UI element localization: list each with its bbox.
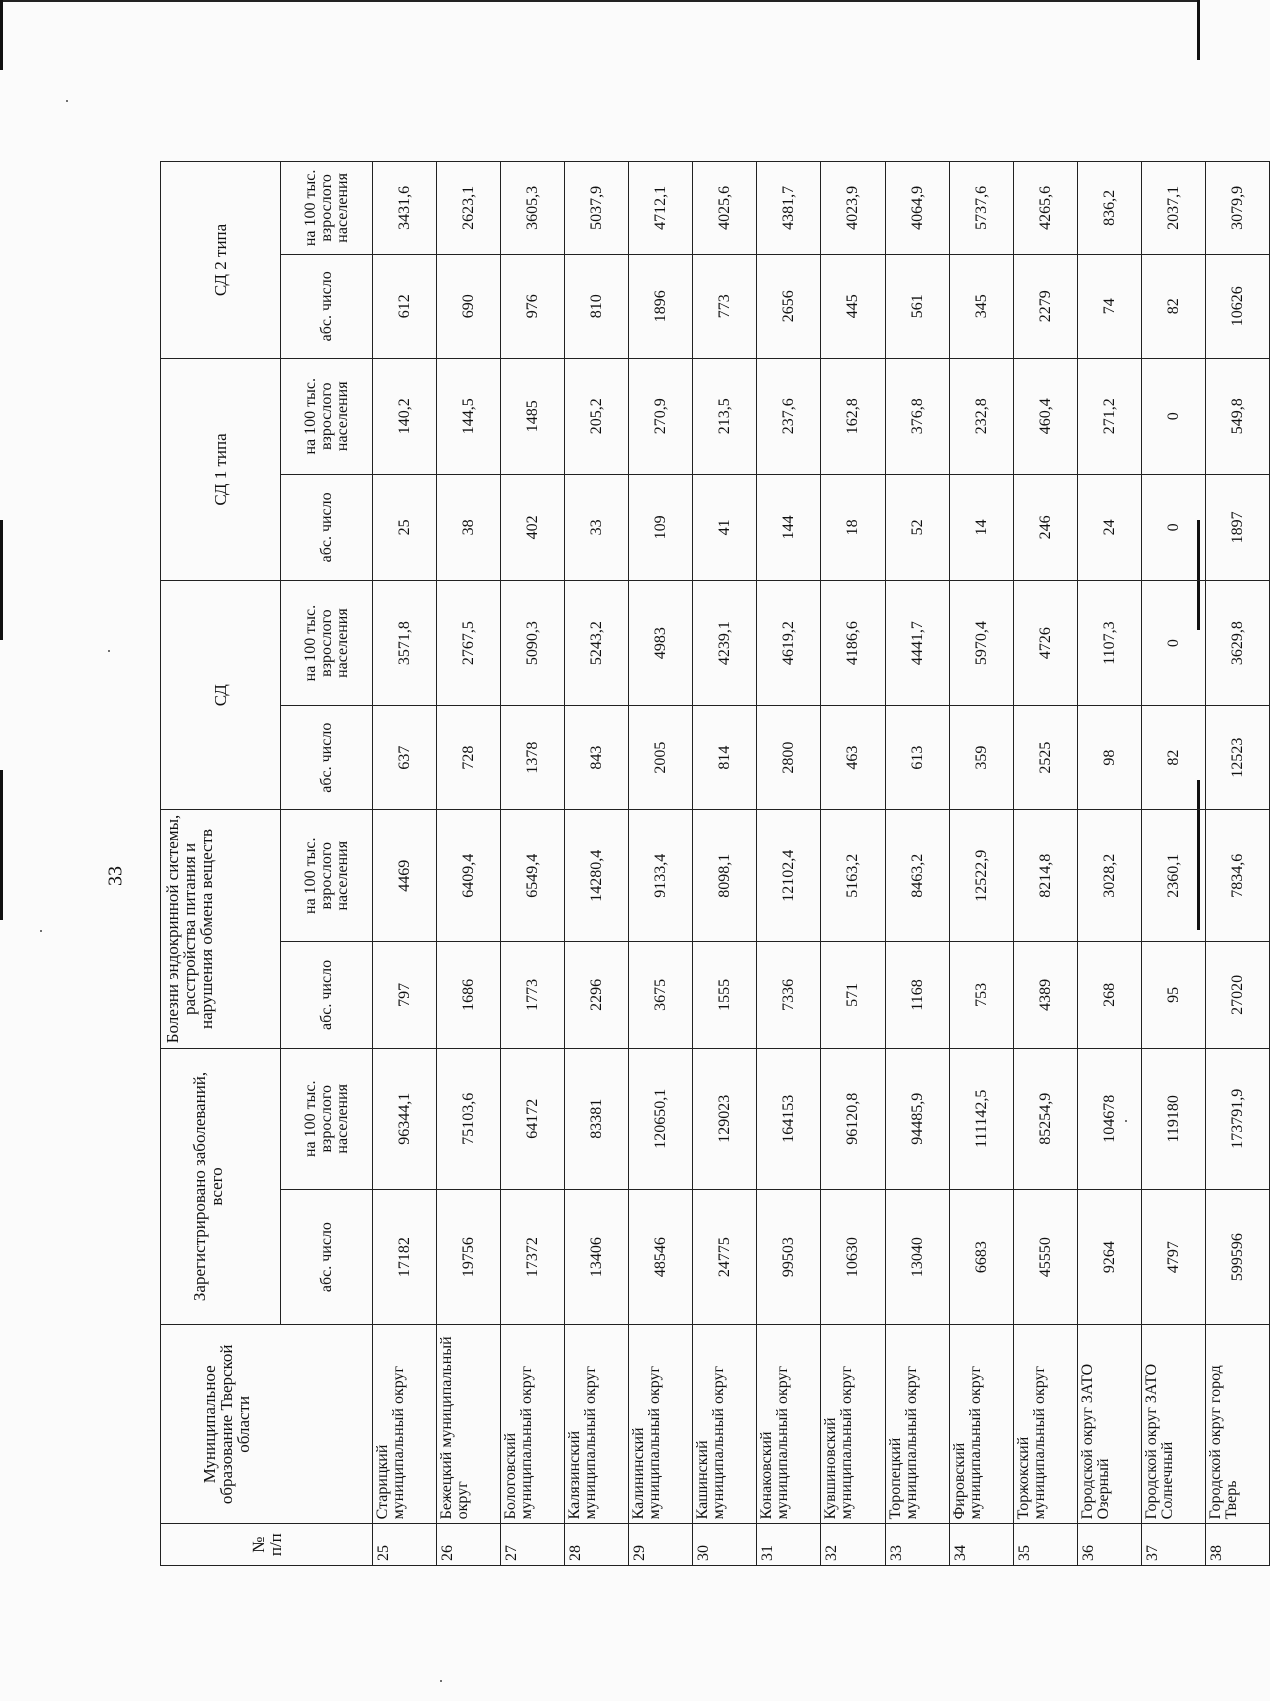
cell-endocrine-per100k: 14280,4 — [565, 810, 629, 942]
cell-total-abs: 599596 — [1205, 1189, 1269, 1324]
row-municipality-name: Бологовский муниципальный округ — [501, 1325, 565, 1524]
subheader-abs-total: абс. число — [281, 1189, 373, 1324]
cell-type2-abs: 1896 — [629, 254, 693, 358]
row-number: 32 — [821, 1524, 885, 1566]
cell-diabetes-abs: 613 — [885, 706, 949, 810]
cell-type1-per100k: 237,6 — [757, 358, 821, 474]
scan-left-edge — [0, 770, 3, 920]
subheader-per100k-endocrine: на 100 тыс. взрослого населения — [281, 810, 373, 942]
cell-total-per100k: 104678 — [1077, 1048, 1141, 1189]
cell-type1-per100k: 213,5 — [693, 358, 757, 474]
cell-type2-abs: 810 — [565, 254, 629, 358]
cell-endocrine-abs: 1168 — [885, 942, 949, 1048]
table-row — [1205, 162, 1269, 1566]
cell-type1-per100k: 376,8 — [885, 358, 949, 474]
row-municipality-name: Кувшиновский муниципальный округ — [821, 1325, 885, 1524]
row-number: 38 — [1205, 1524, 1269, 1566]
group-header-diabetes-type2: СД 2 типа — [161, 162, 281, 359]
cell-type1-per100k: 162,8 — [821, 358, 885, 474]
cell-type2-abs: 74 — [1077, 254, 1141, 358]
cell-total-abs: 13406 — [565, 1189, 629, 1324]
cell-diabetes-abs: 1378 — [501, 706, 565, 810]
cell-endocrine-abs: 753 — [949, 942, 1013, 1048]
subheader-abs-type1: абс. число — [281, 474, 373, 580]
cell-diabetes-per100k: 4619,2 — [757, 581, 821, 706]
group-header-diabetes-type1: СД 1 типа — [161, 358, 281, 580]
cell-diabetes-per100k: 5243,2 — [565, 581, 629, 706]
table-row — [821, 162, 885, 1566]
cell-diabetes-abs: 814 — [693, 706, 757, 810]
cell-type1-abs: 0 — [1141, 474, 1205, 580]
row-number: 30 — [693, 1524, 757, 1566]
row-number: 33 — [885, 1524, 949, 1566]
cell-type1-abs: 402 — [501, 474, 565, 580]
cell-type1-per100k: 144,5 — [437, 358, 501, 474]
cell-endocrine-abs: 1555 — [693, 942, 757, 1048]
cell-type2-abs: 690 — [437, 254, 501, 358]
cell-type2-per100k: 3079,9 — [1205, 162, 1269, 255]
cell-diabetes-abs: 637 — [373, 706, 437, 810]
row-municipality-name: Торжокский муниципальный округ — [1013, 1325, 1077, 1524]
subheader-abs-endocrine: абс. число — [281, 942, 373, 1048]
cell-endocrine-per100k: 8463,2 — [885, 810, 949, 942]
cell-diabetes-abs: 98 — [1077, 706, 1141, 810]
cell-total-per100k: 173791,9 — [1205, 1048, 1269, 1189]
cell-type2-abs: 773 — [693, 254, 757, 358]
cell-endocrine-abs: 27020 — [1205, 942, 1269, 1048]
cell-endocrine-per100k: 2360,1 — [1141, 810, 1205, 942]
cell-total-per100k: 83381 — [565, 1048, 629, 1189]
table-row — [501, 162, 565, 1566]
row-number: 34 — [949, 1524, 1013, 1566]
scan-right-edge — [1197, 0, 1200, 60]
cell-diabetes-abs: 728 — [437, 706, 501, 810]
cell-total-abs: 6683 — [949, 1189, 1013, 1324]
cell-diabetes-per100k: 4186,6 — [821, 581, 885, 706]
cell-type2-per100k: 836,2 — [1077, 162, 1141, 255]
group-header-total-diseases: Зарегистрировано заболеваний, всего — [161, 1048, 281, 1325]
cell-type1-per100k: 460,4 — [1013, 358, 1077, 474]
cell-type2-abs: 10626 — [1205, 254, 1269, 358]
cell-type1-abs: 24 — [1077, 474, 1141, 580]
cell-endocrine-per100k: 7834,6 — [1205, 810, 1269, 942]
column-header-municipality: Муниципальное образование Тверской области — [161, 1325, 373, 1524]
row-number: 37 — [1141, 1524, 1205, 1566]
cell-type1-per100k: 1485 — [501, 358, 565, 474]
cell-type1-per100k: 549,8 — [1205, 358, 1269, 474]
cell-total-abs: 24775 — [693, 1189, 757, 1324]
cell-total-per100k: 64172 — [501, 1048, 565, 1189]
cell-endocrine-per100k: 5163,2 — [821, 810, 885, 942]
cell-endocrine-per100k: 4469 — [373, 810, 437, 942]
cell-endocrine-abs: 3675 — [629, 942, 693, 1048]
cell-diabetes-per100k: 4441,7 — [885, 581, 949, 706]
row-number: 27 — [501, 1524, 565, 1566]
row-municipality-name: Городской округ ЗАТО Озерный — [1077, 1325, 1141, 1524]
subheader-abs-diabetes: абс. число — [281, 706, 373, 810]
cell-endocrine-abs: 797 — [373, 942, 437, 1048]
cell-type1-abs: 38 — [437, 474, 501, 580]
cell-total-abs: 13040 — [885, 1189, 949, 1324]
cell-total-per100k: 85254,9 — [1013, 1048, 1077, 1189]
cell-diabetes-per100k: 5970,4 — [949, 581, 1013, 706]
cell-type1-per100k: 140,2 — [373, 358, 437, 474]
cell-total-abs: 9264 — [1077, 1189, 1141, 1324]
cell-total-per100k: 120650,1 — [629, 1048, 693, 1189]
cell-type1-abs: 14 — [949, 474, 1013, 580]
cell-type2-per100k: 4025,6 — [693, 162, 757, 255]
table-row — [885, 162, 949, 1566]
row-municipality-name: Городской округ город Тверь — [1205, 1325, 1269, 1524]
cell-endocrine-abs: 7336 — [757, 942, 821, 1048]
table-row — [629, 162, 693, 1566]
cell-type1-per100k: 270,9 — [629, 358, 693, 474]
cell-type1-per100k: 232,8 — [949, 358, 1013, 474]
statistics-table — [160, 161, 1270, 1566]
cell-type2-abs: 82 — [1141, 254, 1205, 358]
cell-type2-per100k: 4064,9 — [885, 162, 949, 255]
cell-type2-per100k: 3605,3 — [501, 162, 565, 255]
scan-speck — [40, 930, 42, 932]
cell-total-per100k: 96344,1 — [373, 1048, 437, 1189]
cell-diabetes-abs: 2525 — [1013, 706, 1077, 810]
cell-endocrine-abs: 268 — [1077, 942, 1141, 1048]
cell-endocrine-per100k: 8098,1 — [693, 810, 757, 942]
cell-diabetes-abs: 2005 — [629, 706, 693, 810]
cell-total-per100k: 119180 — [1141, 1048, 1205, 1189]
cell-type1-abs: 41 — [693, 474, 757, 580]
cell-endocrine-abs: 1773 — [501, 942, 565, 1048]
row-number: 35 — [1013, 1524, 1077, 1566]
cell-total-abs: 99503 — [757, 1189, 821, 1324]
row-number: 25 — [373, 1524, 437, 1566]
cell-total-abs: 45550 — [1013, 1189, 1077, 1324]
cell-total-abs: 19756 — [437, 1189, 501, 1324]
cell-total-per100k: 75103,6 — [437, 1048, 501, 1189]
row-number: 36 — [1077, 1524, 1141, 1566]
subheader-per100k-type1: на 100 тыс. взрослого населения — [281, 358, 373, 474]
cell-diabetes-per100k: 3629,8 — [1205, 581, 1269, 706]
row-municipality-name: Торопецкий муниципальный округ — [885, 1325, 949, 1524]
row-municipality-name: Фировский муниципальный округ — [949, 1325, 1013, 1524]
table-row — [565, 162, 629, 1566]
scan-speck — [66, 100, 68, 102]
cell-type1-abs: 109 — [629, 474, 693, 580]
row-municipality-name: Бежецкий муниципальный округ — [437, 1325, 501, 1524]
cell-diabetes-per100k: 4239,1 — [693, 581, 757, 706]
cell-diabetes-per100k: 5090,3 — [501, 581, 565, 706]
cell-endocrine-per100k: 12102,4 — [757, 810, 821, 942]
cell-endocrine-per100k: 8214,8 — [1013, 810, 1077, 942]
cell-total-per100k: 164153 — [757, 1048, 821, 1189]
row-number: 26 — [437, 1524, 501, 1566]
cell-total-per100k: 111142,5 — [949, 1048, 1013, 1189]
cell-diabetes-abs: 463 — [821, 706, 885, 810]
subheader-abs-type2: абс. число — [281, 254, 373, 358]
cell-diabetes-abs: 843 — [565, 706, 629, 810]
row-municipality-name: Конаковский муниципальный округ — [757, 1325, 821, 1524]
scan-speck — [440, 1680, 442, 1682]
cell-diabetes-per100k: 3571,8 — [373, 581, 437, 706]
cell-type2-abs: 561 — [885, 254, 949, 358]
page-number: 33 — [104, 866, 127, 886]
group-header-endocrine: Болезни эндокринной системы, расстройства питания и нарушения обмена веществ — [161, 810, 281, 1048]
cell-total-per100k: 96120,8 — [821, 1048, 885, 1189]
cell-diabetes-abs: 359 — [949, 706, 1013, 810]
cell-type1-per100k: 0 — [1141, 358, 1205, 474]
cell-type1-abs: 144 — [757, 474, 821, 580]
row-municipality-name: Калязинский муниципальный округ — [565, 1325, 629, 1524]
cell-type2-abs: 2279 — [1013, 254, 1077, 358]
table-row — [1013, 162, 1077, 1566]
cell-diabetes-abs: 2800 — [757, 706, 821, 810]
row-number: 29 — [629, 1524, 693, 1566]
cell-type2-per100k: 4381,7 — [757, 162, 821, 255]
cell-type2-per100k: 4023,9 — [821, 162, 885, 255]
statistics-table-rotated — [160, 161, 1270, 1566]
cell-type1-abs: 52 — [885, 474, 949, 580]
cell-diabetes-per100k: 0 — [1141, 581, 1205, 706]
cell-type2-abs: 345 — [949, 254, 1013, 358]
cell-total-abs: 4797 — [1141, 1189, 1205, 1324]
group-header-diabetes: СД — [161, 581, 281, 810]
cell-endocrine-per100k: 6409,4 — [437, 810, 501, 942]
row-municipality-name: Калининский муниципальный округ — [629, 1325, 693, 1524]
table-row — [693, 162, 757, 1566]
cell-diabetes-per100k: 4726 — [1013, 581, 1077, 706]
table-row — [1141, 162, 1205, 1566]
cell-diabetes-per100k: 1107,3 — [1077, 581, 1141, 706]
scan-speck — [108, 650, 110, 652]
cell-diabetes-per100k: 4983 — [629, 581, 693, 706]
cell-type1-abs: 25 — [373, 474, 437, 580]
cell-total-per100k: 129023 — [693, 1048, 757, 1189]
cell-type2-per100k: 4265,6 — [1013, 162, 1077, 255]
table-row — [437, 162, 501, 1566]
cell-type2-per100k: 5737,6 — [949, 162, 1013, 255]
cell-type2-per100k: 2037,1 — [1141, 162, 1205, 255]
cell-type1-abs: 18 — [821, 474, 885, 580]
cell-type2-per100k: 5037,9 — [565, 162, 629, 255]
table-row — [949, 162, 1013, 1566]
cell-endocrine-abs: 95 — [1141, 942, 1205, 1048]
subheader-per100k-total: на 100 тыс. взрослого населения — [281, 1048, 373, 1189]
cell-endocrine-abs: 2296 — [565, 942, 629, 1048]
cell-type1-abs: 246 — [1013, 474, 1077, 580]
subheader-per100k-type2: на 100 тыс. взрослого населения — [281, 162, 373, 255]
scan-top-edge — [0, 0, 1200, 2]
cell-diabetes-abs: 12523 — [1205, 706, 1269, 810]
cell-type1-per100k: 205,2 — [565, 358, 629, 474]
row-number: 28 — [565, 1524, 629, 1566]
cell-type1-per100k: 271,2 — [1077, 358, 1141, 474]
row-municipality-name: Кашинский муниципальный округ — [693, 1325, 757, 1524]
cell-total-abs: 17182 — [373, 1189, 437, 1324]
row-municipality-name: Старицкий муниципальный округ — [373, 1325, 437, 1524]
subheader-per100k-diabetes: на 100 тыс. взрослого населения — [281, 581, 373, 706]
cell-endocrine-abs: 571 — [821, 942, 885, 1048]
cell-endocrine-abs: 1686 — [437, 942, 501, 1048]
cell-type1-abs: 33 — [565, 474, 629, 580]
cell-type2-per100k: 4712,1 — [629, 162, 693, 255]
cell-type2-abs: 2656 — [757, 254, 821, 358]
cell-type2-per100k: 3431,6 — [373, 162, 437, 255]
column-header-number: № п/п — [161, 1524, 373, 1566]
cell-endocrine-per100k: 6549,4 — [501, 810, 565, 942]
row-municipality-name: Городской округ ЗАТО Солнечный — [1141, 1325, 1205, 1524]
cell-endocrine-per100k: 12522,9 — [949, 810, 1013, 942]
scan-left-edge — [0, 520, 3, 640]
cell-type2-abs: 445 — [821, 254, 885, 358]
cell-type1-abs: 1897 — [1205, 474, 1269, 580]
cell-type2-abs: 976 — [501, 254, 565, 358]
cell-diabetes-abs: 82 — [1141, 706, 1205, 810]
cell-type2-abs: 612 — [373, 254, 437, 358]
cell-total-abs: 10630 — [821, 1189, 885, 1324]
cell-diabetes-per100k: 2767,5 — [437, 581, 501, 706]
cell-endocrine-abs: 4389 — [1013, 942, 1077, 1048]
table-row — [1077, 162, 1141, 1566]
cell-endocrine-per100k: 9133,4 — [629, 810, 693, 942]
row-number: 31 — [757, 1524, 821, 1566]
table-row — [757, 162, 821, 1566]
cell-total-abs: 17372 — [501, 1189, 565, 1324]
scan-left-edge — [0, 0, 3, 70]
cell-total-per100k: 94485,9 — [885, 1048, 949, 1189]
cell-endocrine-per100k: 3028,2 — [1077, 810, 1141, 942]
table-row — [373, 162, 437, 1566]
cell-total-abs: 48546 — [629, 1189, 693, 1324]
cell-type2-per100k: 2623,1 — [437, 162, 501, 255]
